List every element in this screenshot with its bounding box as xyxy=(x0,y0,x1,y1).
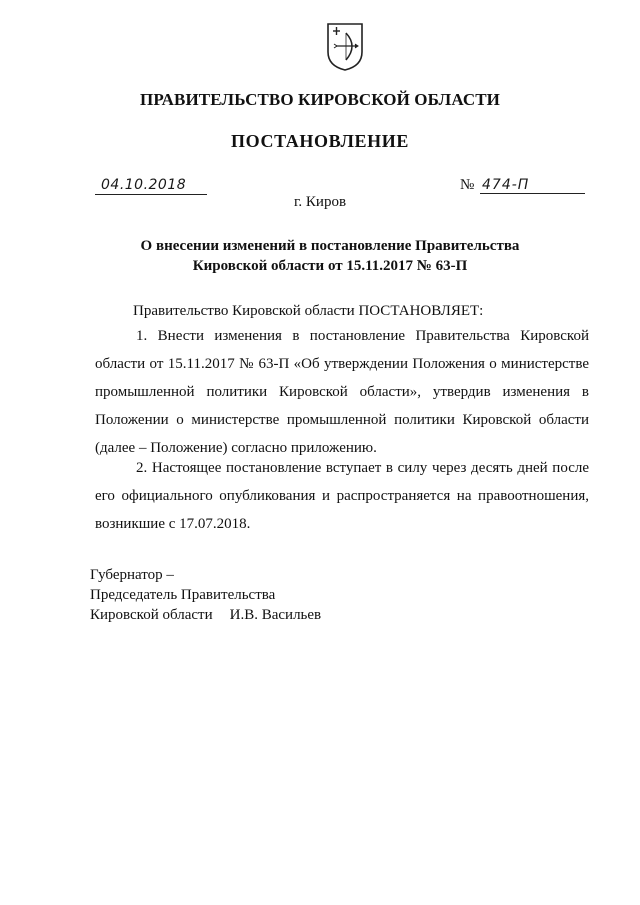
date-field xyxy=(95,172,207,195)
subject-line-2: Кировской области от 15.11.2017 № 63-П xyxy=(192,258,468,274)
document-type: ПОСТАНОВЛЕНИЕ xyxy=(231,131,409,151)
number-field xyxy=(460,172,585,194)
number-sign: № xyxy=(460,177,475,193)
signature-region: Кировской области xyxy=(90,607,213,623)
city: г. Киров xyxy=(293,194,347,210)
handwritten-date: 04.10.2018 xyxy=(101,177,187,193)
document-subject xyxy=(120,236,540,276)
subject-line-1: О внесении изменений в постановление Правительства xyxy=(140,238,520,254)
paragraph-1: 1. Внести изменения в постановление Правительства Кировской области от 15.11.2017 № 63-П «Об утверждении Положения о министерстве промышленной политики Кировской области», утвердив изменения в Положении о министерстве промышленной политики Кировской области (далее – Положение) согласно приложению. xyxy=(95,328,589,456)
signature-title-3 xyxy=(90,605,390,625)
preamble: Правительство Кировской области ПОСТАНОВЛЯЕТ: xyxy=(133,303,484,319)
signature-title-2: Председатель Правительства xyxy=(90,587,276,603)
paragraph-2: 2. Настоящее постановление вступает в силу через десять дней после его официального опубликования и распространяется на правоотношения, возникшие с 17.07.2018. xyxy=(95,460,589,532)
coat-of-arms-icon xyxy=(325,20,365,72)
signature-block xyxy=(90,565,390,625)
signatory-name: И.В. Васильев xyxy=(229,607,322,623)
handwritten-number: 474-П xyxy=(482,177,530,193)
organization-title: ПРАВИТЕЛЬСТВО КИРОВСКОЙ ОБЛАСТИ xyxy=(140,90,500,109)
signature-title-1: Губернатор – xyxy=(90,567,174,583)
